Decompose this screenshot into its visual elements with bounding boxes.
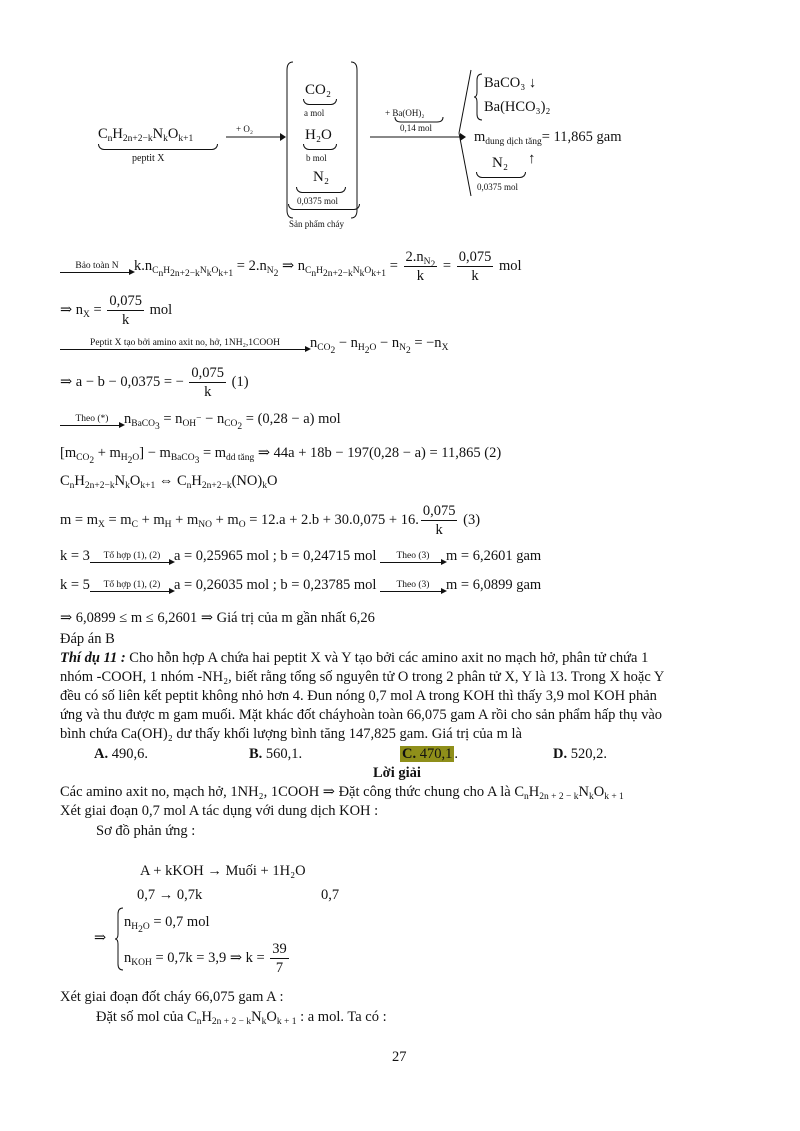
example-line-4: ứng và thu được m gam muối. Mặt khác đốt cháyhoàn toàn 66,075 gam A rồi cho sản phẩm hấp thụ vào: [60, 707, 663, 723]
solution-line-5: Đặt số mol của $C_nH_{2n + 2 - k}N_kO_{k + 1}$ : a mol. Ta có :: [96, 1009, 387, 1027]
option-d: D. 520,2.: [553, 746, 607, 762]
baoh-arrow: [370, 133, 466, 141]
equation-formula: $C_nH_{2n+2-k}N_kO_{k+1}$ ⇔ $C_nH_{2n+2-k}(NO)_kO$: [60, 473, 278, 491]
system-line-2: $n_{KOH} = 0,7k = 3,9$ ⇒ k = $\frac{39}{7}$: [124, 941, 287, 977]
o2-arrow: [226, 133, 286, 141]
products-underbrace: [288, 204, 360, 210]
equation-nx: ⇒ $n_X$ = $\frac{0,075}{k}$ mol: [60, 293, 173, 329]
m-dd-line: $m_{dung dịch tăng}= 11,865$ gam: [474, 129, 622, 147]
products-label: Sản phẩm cháy: [289, 219, 344, 229]
equation-k3: k = 3 Tổ hợp (1), (2) a = 0,25965 mol ; b = 0,24715 mol Theo (3) m = 6,2601 gam: [60, 548, 542, 564]
reaction-mol-1: 0,7 → 0,7k: [137, 887, 203, 903]
system-line-1: $n_{H_2O} = 0,7$ mol: [124, 914, 210, 935]
h2o-mol: b mol: [306, 153, 327, 163]
barium-brace: [474, 74, 484, 120]
bahco3-formula: Ba(HCO₃)₂: [484, 99, 551, 115]
co2-mol: a mol: [304, 108, 325, 118]
equation-conclusion: ⇒ 6,0899 ≤ m ≤ 6,2601 ⇒ Giá trị của m gần nhất 6,26: [60, 610, 375, 626]
example-line-2: nhóm -COOH, 1 nhóm -NH₂, biết rằng tổng số nguyên tử O trong 2 phân tử X, Y là 13. Trong X hoặc Y: [60, 669, 665, 685]
co2-formula: CO₂: [305, 82, 332, 98]
example-label: Thí dụ 11 :: [60, 650, 126, 666]
solution-line-2: Xét giai đoạn 0,7 mol A tác dụng với dung dịch KOH :: [60, 803, 379, 819]
answer-line: Đáp án B: [60, 631, 115, 647]
example-line-1: Thí dụ 11 : Cho hỗn hợp A chứa hai peptit X và Y tạo bởi các amino axit no mạch hở, phân tử chứa 1: [60, 650, 649, 666]
equation-peptide: Peptit X tạo bởi amino axit no, hở, 1NH₂,1COOH $n_{CO_2} - n_{H_2O} - n_{N_2} = -n_X$: [60, 334, 448, 352]
option-b: B. 560,1.: [249, 746, 303, 762]
example-line-5: bình chứa Ca(OH)₂ dư thấy khối lượng bình tăng 147,825 gam. Giá trị của m là: [60, 726, 522, 742]
system-implies: ⇒: [94, 930, 107, 946]
equation-2: $[m_{CO_2} + m_{H_2O}] - m_{BaCO_3} = m_{dd tăng}$ ⇒ 44a + 18b − 197(0,28 − a) = 11,865 (2): [60, 445, 502, 466]
page-number: 27: [392, 1049, 407, 1065]
peptide-formula: $C_nH_{2n+2-k}N_kO_{k+1}$: [98, 126, 194, 144]
n2-mol: 0,0375 mol: [297, 196, 339, 206]
n2-out-arrow: ↑: [528, 151, 536, 167]
option-c: C. 470,1 .: [402, 746, 458, 762]
n2-out-formula: N₂: [492, 155, 509, 171]
solution-line-3: Sơ đồ phản ứng :: [96, 823, 196, 839]
baoh-label: + Ba(OH)₂: [385, 108, 425, 118]
equation-baco3: Theo (*) $n_{BaCO_3} = n_{OH^-} - n_{CO_2} = (0,28 - a)$ mol: [60, 410, 341, 428]
solution-line-1: Các amino axit no, mạch hở, 1NH₂, 1COOH ⇒ Đặt công thức chung cho A là $C_nH_{2n + 2 - k}N_kO_{k + 1}$: [60, 784, 624, 802]
equation-n-conservation: Bảo toàn N $k.n_{C_nH_{2n+2-k}N_kO_{k+1}} = 2.n_{N_2}$ ⇒ $n_{C_nH_{2n+2-k}N_kO_{k+1}}$ = $\frac{2.n_{N_2}}{k}$ = $\frac{0,075}{k}$ mol: [60, 246, 522, 286]
h2o-formula: H₂O: [305, 127, 332, 143]
reaction-mol-2: 0,7: [321, 887, 340, 903]
example-line-3: đều có số liên kết peptit không nhỏ hơn 4. Đun nóng 0,7 mol A trong KOH thì thấy 3,9 mol KOH phản: [60, 688, 657, 704]
option-a: A. 490,6.: [94, 746, 148, 762]
o2-label: + O₂: [236, 124, 253, 134]
equation-k5: k = 5 Tổ hợp (1), (2) a = 0,26035 mol ; b = 0,23785 mol Theo (3) m = 6,0899 gam: [60, 577, 542, 593]
result-bracket: [458, 70, 472, 196]
solution-line-4: Xét giai đoạn đốt cháy 66,075 gam A :: [60, 989, 284, 1005]
n2-out-mol: 0,0375 mol: [477, 182, 519, 192]
solution-title: Lời giải: [373, 765, 421, 781]
reaction-equation: A + kKOH → Muối + 1H₂O: [140, 863, 306, 879]
baco3-formula: BaCO₃ ↓: [484, 75, 537, 91]
n2-formula: N₂: [313, 169, 330, 185]
equation-1: ⇒ a − b − 0,0375 = − $\frac{0,075}{k}$ (1): [60, 365, 249, 401]
peptide-label: peptit X: [132, 153, 165, 164]
baoh-mol: 0,14 mol: [400, 123, 433, 133]
equation-3: $m = m_X = m_C + m_H + m_{NO} + m_O = 12.a + 2.b + 30.0,075 + 16$. $\frac{0,075}{k}$ (3): [60, 503, 481, 539]
